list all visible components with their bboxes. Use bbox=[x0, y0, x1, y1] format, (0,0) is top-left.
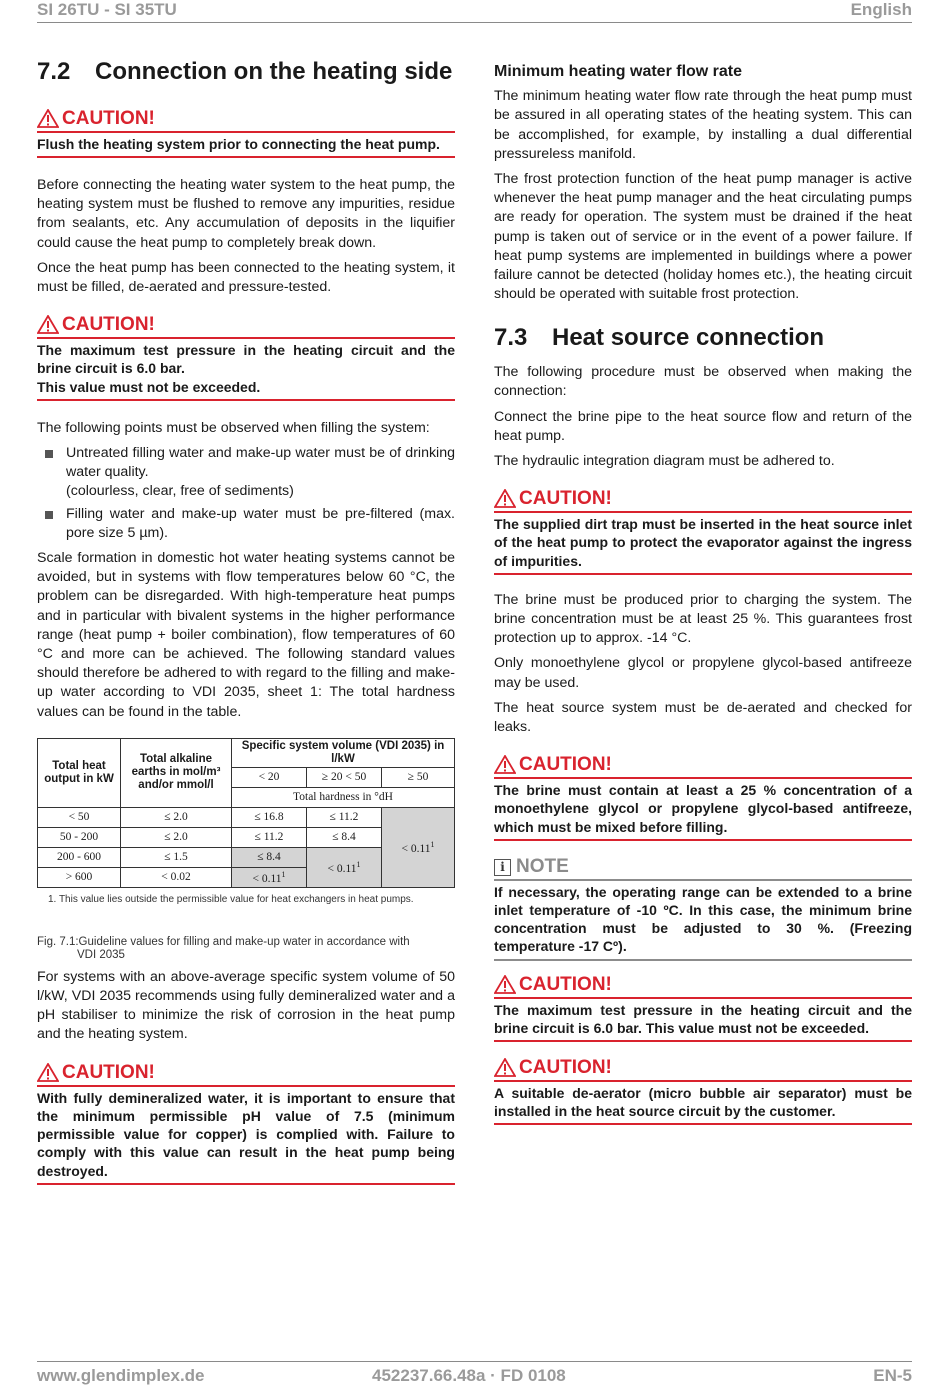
section-title: Heat source connection bbox=[552, 324, 825, 352]
section-number: 7.3 bbox=[494, 324, 528, 352]
footer-doc-number: 452237.66.48a · FD 0108 bbox=[372, 1366, 566, 1385]
paragraph: Only monoethylene glycol or propylene glycol-based antifreeze may be used. bbox=[494, 655, 912, 691]
square-bullet-icon bbox=[45, 511, 53, 519]
paragraph: Scale formation in domestic hot water heating systems cannot be avoided, but in systems with flow temperatures below 60 °C, the problem can be disregarded. With high-temperature heat pumps and in particular with bivalent systems in the higher performance range (heat pump + boiler combination), flow temperatures of 60 °C and more can be achieved. The following standard values should therefore be adhered to with regard to the filling and make-up water according to VDI 2035, sheet 1: The total hardness values can be found in the table. bbox=[37, 550, 455, 720]
paragraph: The frost protection function of the heat pump manager is active whenever the heat pump manager and the heat circulating pumps are ready for operation. The system must be drained if the heat pump is taken out of service or in the event of a power failure. If heat pump systems are implemented in buildings where a power failure cannot be detected (holiday homes etc.), the heating circuit should be operated with suitable frost protection. bbox=[494, 171, 912, 303]
caution-text: Flush the heating system prior to connecting the heat pump. bbox=[37, 133, 455, 158]
table-header-output: Total heat output in kW bbox=[38, 738, 121, 807]
caution-text: The supplied dirt trap must be inserted in the heat source inlet of the heat pump to protect the evaporator against the ingress of impurities. bbox=[494, 513, 912, 575]
caution-box bbox=[494, 489, 912, 575]
note-text: If necessary, the operating range can be extended to a brine inlet temperature of -10 ºC. In this case, the minimum brine concentration must be adjusted to 30 %. (Freezing temperature -17 Cº). bbox=[494, 881, 912, 961]
paragraph: For systems with an above-average specific system volume of 50 l/kW, VDI 2035 recommends using fully demineralized water and a pH stabiliser to minimize the risk of corrosion in the heat pump and the heating system. bbox=[37, 968, 455, 1043]
caution-box bbox=[494, 975, 912, 1042]
section-heading-7-2 bbox=[37, 58, 455, 87]
header-language: English bbox=[850, 0, 912, 19]
caution-title bbox=[494, 755, 912, 779]
table-header-alkaline: Total alkaline earths in mol/m³ and/or mmol/l bbox=[121, 738, 232, 807]
table-cell: 200 - 600 bbox=[38, 847, 121, 867]
table-cell: ≤ 8.4 bbox=[232, 847, 307, 867]
warning-triangle-icon bbox=[494, 489, 516, 508]
table-cell: ≤ 1.5 bbox=[121, 847, 232, 867]
table-cell: < 0.02 bbox=[121, 867, 232, 887]
table-cell: ≤ 11.2 bbox=[232, 827, 307, 847]
paragraph: The brine must be produced prior to charging the system. The brine concentration must be at least 25 %. This guarantees frost protection up to approx. -14 °C. bbox=[494, 591, 912, 647]
warning-triangle-icon bbox=[494, 755, 516, 774]
right-column bbox=[494, 62, 912, 1139]
caution-line: This value must not be exceeded. bbox=[37, 378, 261, 395]
caution-box bbox=[37, 315, 455, 401]
subsection-title: Minimum heating water flow rate bbox=[494, 63, 743, 80]
table-cell-limit: < $0.11^1$ bbox=[307, 847, 382, 887]
paragraph: The following points must be observed when filling the system: bbox=[37, 419, 430, 436]
footer-website: www.glendimplex.de bbox=[37, 1366, 205, 1385]
table-header-vol-2: ≥ 20 < 50 bbox=[307, 767, 382, 787]
note-box bbox=[494, 857, 912, 961]
paragraph: The heat source system must be de-aerated and checked for leaks. bbox=[494, 699, 912, 736]
table-footnote: 1. This value lies outside the permissible value for heat exchangers in heat pumps. bbox=[48, 893, 414, 905]
caution-text: With fully demineralized water, it is important to ensure that the minimum permissible pH value of 7.5 (minimum permissible value for copper) is complied with. Failure to comply with this value can result in the heat pump being destroyed. bbox=[37, 1087, 455, 1185]
warning-triangle-icon bbox=[37, 315, 59, 334]
hardness-table bbox=[37, 738, 455, 888]
paragraph: Connect the brine pipe to the heat source flow and return of the heat pump. bbox=[494, 408, 912, 444]
header-divider bbox=[37, 22, 912, 23]
table-cell: < 50 bbox=[38, 807, 121, 827]
bullet-list bbox=[37, 444, 455, 543]
caution-text: The maximum test pressure in the heating circuit and the brine circuit is 6.0 bar. This value must not be exceeded. bbox=[494, 999, 912, 1042]
list-item: Untreated filling water and make-up water must be of drinking water quality. (colourless, clear, free of sediments) bbox=[37, 444, 455, 502]
table-cell: 50 - 200 bbox=[38, 827, 121, 847]
table-cell: ≤ 11.2 bbox=[307, 807, 382, 827]
caution-label: CAUTION! bbox=[519, 973, 612, 995]
table-cell-limit: < $0.11^1$ bbox=[232, 867, 307, 887]
warning-triangle-icon bbox=[37, 109, 59, 128]
caution-label: CAUTION! bbox=[62, 107, 155, 129]
caution-text: The brine must contain at least a 25 % concentration of a monoethylene glycol or propylene glycol-based antifreeze, which must be mixed before filling. bbox=[494, 779, 912, 841]
table-cell: ≤ 8.4 bbox=[307, 827, 382, 847]
header-model: SI 26TU - SI 35TU bbox=[37, 0, 177, 19]
info-icon: i bbox=[494, 859, 511, 876]
caution-title bbox=[37, 1063, 455, 1087]
warning-triangle-icon bbox=[494, 1058, 516, 1077]
table-cell: ≤ 2.0 bbox=[121, 807, 232, 827]
caution-box bbox=[494, 755, 912, 841]
caution-box bbox=[37, 109, 455, 158]
warning-triangle-icon bbox=[37, 1063, 59, 1082]
caution-title bbox=[37, 315, 455, 339]
note-label: NOTE bbox=[516, 855, 569, 877]
caution-title bbox=[494, 489, 912, 513]
section-heading-7-3 bbox=[494, 324, 912, 353]
caution-text: A suitable de-aerator (micro bubble air separator) must be installed in the heat source circuit by the customer. bbox=[494, 1082, 912, 1125]
left-column bbox=[37, 58, 455, 1199]
caution-label: CAUTION! bbox=[519, 1057, 612, 1079]
section-number: 7.2 bbox=[37, 58, 71, 85]
caution-label: CAUTION! bbox=[519, 488, 612, 510]
table-header-hardness: Total hardness in °dH bbox=[232, 787, 455, 807]
paragraph: The following procedure must be observed when making the connection: bbox=[494, 364, 912, 400]
table-header-volume: Specific system volume (VDI 2035) in l/kW bbox=[232, 738, 455, 767]
caution-title bbox=[494, 975, 912, 999]
paragraph: The hydraulic integration diagram must be adhered to. bbox=[494, 453, 835, 470]
caution-label: CAUTION! bbox=[62, 1061, 155, 1083]
paragraph: Before connecting the heating water system to the heat pump, the heating system must be flushed to remove any impurities, residue from sealants, etc. Any accumulation of deposits in the liquifier could cause the heat pump to completely break down. bbox=[37, 177, 455, 251]
table-header-vol-1: < 20 bbox=[232, 767, 307, 787]
footer-divider bbox=[37, 1361, 912, 1362]
caution-box bbox=[37, 1063, 455, 1185]
list-item: Filling water and make-up water must be pre-filtered (max. pore size 5 µm). bbox=[37, 505, 455, 543]
paragraph: Once the heat pump has been connected to the heating system, it must be filled, de-aerated and pressure-tested. bbox=[37, 259, 455, 296]
footer-page-number: EN-5 bbox=[873, 1366, 912, 1385]
table-cell: ≤ 2.0 bbox=[121, 827, 232, 847]
warning-triangle-icon bbox=[494, 975, 516, 994]
caution-label: CAUTION! bbox=[519, 754, 612, 776]
table-row bbox=[38, 807, 455, 827]
caution-text bbox=[37, 339, 455, 401]
square-bullet-icon bbox=[45, 450, 53, 458]
table-header-vol-3: ≥ 50 bbox=[382, 767, 455, 787]
paragraph: The minimum heating water flow rate through the heat pump must be assured in all operating states of the heating system. This can be accomplished, for example, by installing a dual differential pressureless manifold. bbox=[494, 88, 912, 162]
caution-title bbox=[37, 109, 455, 133]
caution-label: CAUTION! bbox=[62, 314, 155, 336]
table-cell-limit: < $0.11^1$ bbox=[382, 807, 455, 887]
caution-box bbox=[494, 1058, 912, 1125]
table-cell: > 600 bbox=[38, 867, 121, 887]
note-title bbox=[494, 857, 912, 881]
figure-caption: Fig. 7.1:Guideline values for filling and make-up water in accordance with VDI 2035 bbox=[37, 935, 410, 961]
table-cell: ≤ 16.8 bbox=[232, 807, 307, 827]
caution-line: The maximum test pressure in the heating circuit and the brine circuit is 6.0 bar. bbox=[37, 342, 455, 377]
caution-title bbox=[494, 1058, 912, 1082]
section-title: Connection on the heating side bbox=[95, 58, 453, 85]
